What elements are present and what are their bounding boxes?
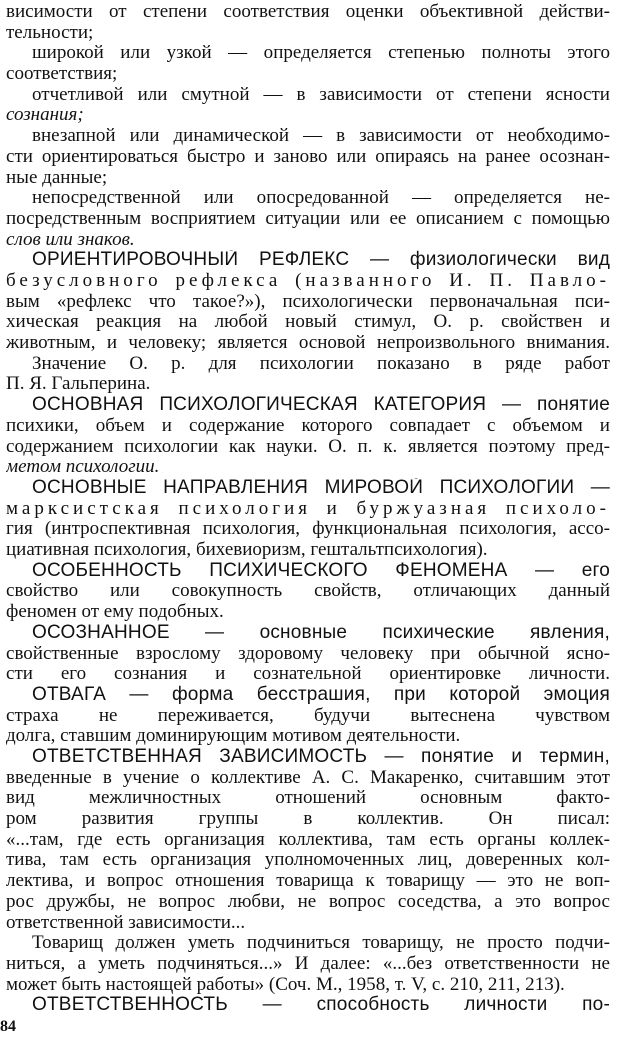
entry-headword-line: ОСНОВНАЯ ПСИХОЛОГИЧЕСКАЯ КАТЕГОРИЯ — понятие <box>32 395 610 416</box>
text-line: отчетливой или смутной — в зависимости от степени ясности <box>32 84 610 105</box>
text-line: посредственным восприятием ситуации или ее описанием с помощью <box>6 208 610 229</box>
entry-headword-line: ОТВАГА — форма бесстрашия, при которой эмоция <box>32 684 610 705</box>
text-line: лектива, и вопрос отношения товарища к товарищу — это не воп- <box>6 871 610 892</box>
text-line: П. Я. Гальперина. <box>6 374 151 395</box>
text-line: тельности; <box>6 22 94 43</box>
text-line: введенные в учение о коллективе А. С. Макаренко, считавшим этот <box>6 767 610 788</box>
text-line: рос дружбы, не вопрос любви, не вопрос соседства, а это вопрос <box>6 891 610 912</box>
text-line: ром развития группы в коллектив. Он писал: <box>6 809 610 830</box>
text-line: хическая реакция на любой новый стимул, О. р. свойствен и <box>6 312 610 333</box>
entry-headword-line: ОТВЕТСТВЕННАЯ ЗАВИСИМОСТЬ — понятие и термин, <box>32 746 610 767</box>
entry-headword-line: ОТВЕТСТВЕННОСТЬ — способность личности по- <box>32 995 610 1016</box>
text-line: свойство или совокупность свойств, отличающих данный <box>6 581 610 602</box>
text-line: Товарищ должен уметь подчиниться товарищу, не просто подчи- <box>32 933 610 954</box>
text-line: безусловного рефлекса (названного И. П. Павло- <box>6 271 610 292</box>
text-line: психики, объем и содержание которого совпадает с объемом и <box>6 415 610 436</box>
text-line: слов или знаков. <box>6 229 135 250</box>
text-line: страха не переживается, будучи вытеснена чувством <box>6 705 610 726</box>
text-line: вым «рефлекс что такое?»), психологически первоначальная пси- <box>6 291 610 312</box>
text-line: содержанием психологии как науки. О. п. к. является поэтому пред- <box>6 436 610 457</box>
text-line: свойственные взрослому здоровому человеку при обычной ясно- <box>6 643 610 664</box>
text-line: соответствия; <box>6 64 118 85</box>
text-line: внезапной или динамической — в зависимости от необходимо- <box>32 126 610 147</box>
text-line: сознания; <box>6 105 84 126</box>
text-line: висимости от степени соответствия оценки объективной действи- <box>6 2 610 22</box>
text-line: тива, там есть организация уполномоченных лиц, доверенных кол- <box>6 850 610 871</box>
text-line: ные данные; <box>6 167 108 188</box>
text-line: Значение О. р. для психологии показано в ряде работ <box>32 353 610 374</box>
text-line: ниться, а уметь подчиняться...» И далее: «...без ответственности не <box>6 953 610 974</box>
text-line: ответственной зависимости... <box>6 912 246 933</box>
text-line: «...там, где есть организация коллектива, там есть органы коллек- <box>6 829 610 850</box>
entry-headword-line: ОСНОВНЫЕ НАПРАВЛЕНИЯ МИРОВОЙ ПСИХОЛОГИИ — <box>32 477 610 498</box>
text-line: широкой или узкой — определяется степенью полноты этого <box>32 43 610 64</box>
entry-headword-line: ОРИЕНТИРОВОЧНЫЙ РЕФЛЕКС — физиологически вид <box>32 250 610 271</box>
text-line: сти ориентироваться быстро и заново или опираясь на ранее осознан- <box>6 146 610 167</box>
entry-headword-line: ОСОБЕННОСТЬ ПСИХИЧЕСКОГО ФЕНОМЕНА — его <box>32 560 610 581</box>
text-line: гия (интроспективная психология, функциональная психология, ассо- <box>6 519 610 540</box>
entry-headword-line: ОСОЗНАННОЕ — основные психические явления, <box>32 622 610 643</box>
text-line: циативная психология, бихевиоризм, гештальтпсихология). <box>6 540 488 561</box>
text-line: феномен от ему подобных. <box>6 602 224 623</box>
text-line: животным, и человеку; является основой непроизвольного внимания. <box>6 333 610 354</box>
text-line: может быть настоящей работы» (Соч. М., 1958, т. V, с. 210, 211, 213). <box>6 974 565 995</box>
text-line: метом психологии. <box>6 457 160 478</box>
text-line: непосредственной или опосредованной — определяется не- <box>32 188 610 209</box>
text-line: марксистская психология и буржуазная психоло- <box>6 498 610 519</box>
page-number: 84 <box>0 1018 16 1035</box>
text-line: долга, ставшим доминирующим мотивом деятельности. <box>6 726 461 747</box>
text-line: вид межличностных отношений основным факто- <box>6 788 610 809</box>
text-line: сти его сознания и сознательной ориентировке личности. <box>6 664 610 685</box>
